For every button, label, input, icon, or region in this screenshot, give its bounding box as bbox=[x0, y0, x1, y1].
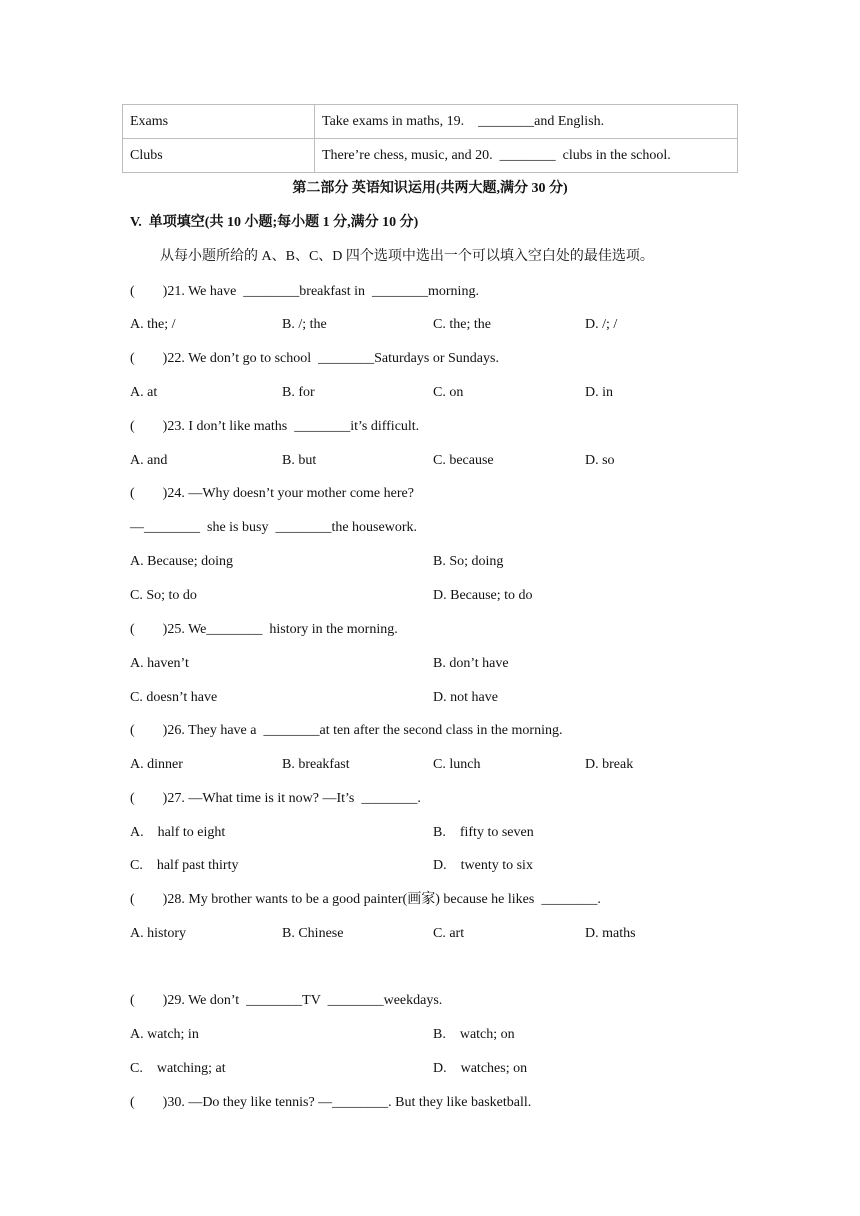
option-a: A. watch; in bbox=[130, 1027, 199, 1042]
option-c: C. on bbox=[433, 385, 464, 400]
option-a: A. Because; doing bbox=[130, 554, 234, 569]
option-d: D. /; / bbox=[585, 317, 618, 332]
option-d: D. in bbox=[585, 385, 613, 400]
option-b: B. but bbox=[282, 453, 317, 468]
option-c: C. doesn’t have bbox=[130, 690, 218, 705]
instruction-text: 从每小题所给的 A、B、C、D 四个选项中选出一个可以填入空白处的最佳选项。 bbox=[160, 249, 654, 264]
question-22-stem: ( )22. We don’t go to school ________Saturdays or Sundays. bbox=[130, 351, 499, 366]
option-c: C. So; to do bbox=[130, 588, 197, 603]
question-30-stem: ( )30. —Do they like tennis? —________. But they like basketball. bbox=[130, 1095, 532, 1110]
option-b: B. watch; on bbox=[433, 1027, 515, 1042]
option-a: A. the; / bbox=[130, 317, 176, 332]
option-a: A. history bbox=[130, 926, 186, 941]
option-b: B. breakfast bbox=[282, 757, 350, 772]
question-21-stem: ( )21. We have ________breakfast in ________morning. bbox=[130, 284, 479, 299]
question-29-stem: ( )29. We don’t ________TV ________weekdays. bbox=[130, 993, 443, 1008]
option-a: A. haven’t bbox=[130, 656, 189, 671]
part-title: 第二部分 英语知识运用(共两大题,满分 30 分) bbox=[292, 181, 568, 196]
option-c: C. the; the bbox=[433, 317, 491, 332]
option-b: B. Chinese bbox=[282, 926, 344, 941]
question-24-stem-continued: —________ she is busy ________the housework. bbox=[130, 520, 417, 535]
table-cell-label: Exams bbox=[123, 105, 315, 139]
table-cell-content: There’re chess, music, and 20. ________ clubs in the school. bbox=[315, 139, 738, 173]
option-c: C. half past thirty bbox=[130, 858, 239, 873]
question-26-stem: ( )26. They have a ________at ten after the second class in the morning. bbox=[130, 723, 563, 738]
option-d: D. maths bbox=[585, 926, 636, 941]
option-c: C. art bbox=[433, 926, 465, 941]
option-d: D. break bbox=[585, 757, 634, 772]
option-b: B. fifty to seven bbox=[433, 825, 534, 840]
option-d: D. so bbox=[585, 453, 615, 468]
table-cell-content: Take exams in maths, 19. ________and English. bbox=[315, 105, 738, 139]
table-row bbox=[123, 105, 738, 139]
option-a: A. at bbox=[130, 385, 158, 400]
option-b: B. for bbox=[282, 385, 315, 400]
table-cell-label: Clubs bbox=[123, 139, 315, 173]
option-d: D. Because; to do bbox=[433, 588, 533, 603]
option-b: B. So; doing bbox=[433, 554, 504, 569]
option-d: D. not have bbox=[433, 690, 498, 705]
option-b: B. don’t have bbox=[433, 656, 509, 671]
question-28-stem: ( )28. My brother wants to be a good painter(画家) because he likes ________. bbox=[130, 892, 601, 907]
option-a: A. dinner bbox=[130, 757, 183, 772]
option-a: A. half to eight bbox=[130, 825, 226, 840]
option-d: D. watches; on bbox=[433, 1061, 528, 1076]
info-table bbox=[122, 104, 738, 173]
option-d: D. twenty to six bbox=[433, 858, 533, 873]
option-c: C. watching; at bbox=[130, 1061, 226, 1076]
section-title: V. 单项填空(共 10 小题;每小题 1 分,满分 10 分) bbox=[130, 215, 419, 230]
question-27-stem: ( )27. —What time is it now? —It’s ________. bbox=[130, 791, 421, 806]
question-25-stem: ( )25. We________ history in the morning. bbox=[130, 622, 398, 637]
option-b: B. /; the bbox=[282, 317, 327, 332]
question-24-stem: ( )24. —Why doesn’t your mother come here? bbox=[130, 486, 414, 501]
table-row bbox=[123, 139, 738, 173]
option-a: A. and bbox=[130, 453, 168, 468]
option-c: C. because bbox=[433, 453, 494, 468]
option-c: C. lunch bbox=[433, 757, 481, 772]
question-23-stem: ( )23. I don’t like maths ________it’s difficult. bbox=[130, 419, 420, 434]
